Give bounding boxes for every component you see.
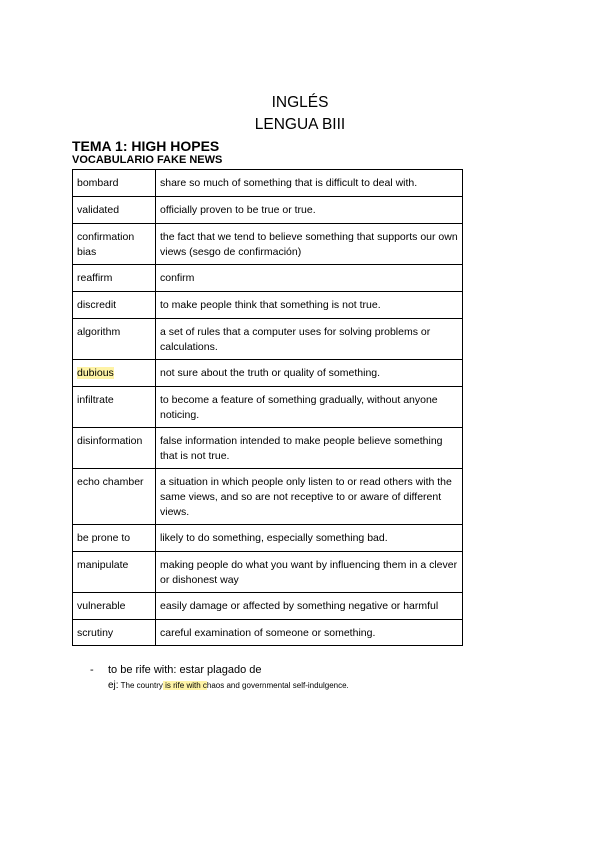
term-cell: infiltrate xyxy=(73,387,156,428)
document-title: INGLÉS xyxy=(271,94,329,111)
definition-cell: a set of rules that a computer uses for solving problems or calculations. xyxy=(156,319,463,360)
term-cell: vulnerable xyxy=(73,593,156,620)
term-cell: algorithm xyxy=(73,319,156,360)
term-cell: reaffirm xyxy=(73,265,156,292)
definition-cell: false information intended to make people believe something that is not true. xyxy=(156,428,463,469)
table-row xyxy=(73,319,463,360)
section-subheading: VOCABULARIO FAKE NEWS xyxy=(72,154,223,166)
term-cell: disinformation xyxy=(73,428,156,469)
definition-cell: not sure about the truth or quality of something. xyxy=(156,360,463,387)
term-cell: bombard xyxy=(73,170,156,197)
term-cell: echo chamber xyxy=(73,469,156,525)
table-row xyxy=(73,552,463,593)
table-row xyxy=(73,360,463,387)
table-row xyxy=(73,593,463,620)
vocab-note xyxy=(90,663,261,677)
term-cell: validated xyxy=(73,197,156,224)
table-row xyxy=(73,428,463,469)
table-row xyxy=(73,525,463,552)
definition-cell: share so much of something that is difficult to deal with. xyxy=(156,170,463,197)
table-row xyxy=(73,620,463,646)
example-label: ej: xyxy=(108,680,119,691)
example-sentence xyxy=(108,680,349,692)
definition-cell: to become a feature of something gradually, without anyone noticing. xyxy=(156,387,463,428)
vocabulary-table xyxy=(72,169,463,646)
table-row xyxy=(73,197,463,224)
document-subtitle: LENGUA BIII xyxy=(254,116,346,133)
table-row xyxy=(73,469,463,525)
table-row xyxy=(73,387,463,428)
table-row xyxy=(73,265,463,292)
term-cell: be prone to xyxy=(73,525,156,552)
example-text-after: haos and governmental self-indulgence. xyxy=(206,681,349,690)
highlighted-term: dubious xyxy=(77,367,114,379)
definition-cell: confirm xyxy=(156,265,463,292)
definition-cell: a situation in which people only listen to or read others with the same views, and so are not receptive to or aware of different views. xyxy=(156,469,463,525)
note-text: to be rife with: estar plagado de xyxy=(108,664,262,676)
table-row xyxy=(73,224,463,265)
definition-cell: careful examination of someone or something. xyxy=(156,620,463,646)
table-row xyxy=(73,292,463,319)
bullet-dash: - xyxy=(90,664,94,676)
definition-cell: easily damage or affected by something negative or harmful xyxy=(156,593,463,620)
definition-cell: likely to do something, especially something bad. xyxy=(156,525,463,552)
term-cell xyxy=(73,360,156,387)
definition-cell: officially proven to be true or true. xyxy=(156,197,463,224)
term-cell: confirmation bias xyxy=(73,224,156,265)
table-row xyxy=(73,170,463,197)
definition-cell: making people do what you want by influencing them in a clever or dishonest way xyxy=(156,552,463,593)
example-text-before: The country xyxy=(118,681,163,690)
example-highlight: is rife with c xyxy=(162,681,207,690)
definition-cell: to make people think that something is not true. xyxy=(156,292,463,319)
term-cell: discredit xyxy=(73,292,156,319)
definition-cell: the fact that we tend to believe something that supports our own views (sesgo de confirmación) xyxy=(156,224,463,265)
term-cell: manipulate xyxy=(73,552,156,593)
term-cell: scrutiny xyxy=(73,620,156,646)
section-heading: TEMA 1: HIGH HOPES xyxy=(72,138,220,154)
